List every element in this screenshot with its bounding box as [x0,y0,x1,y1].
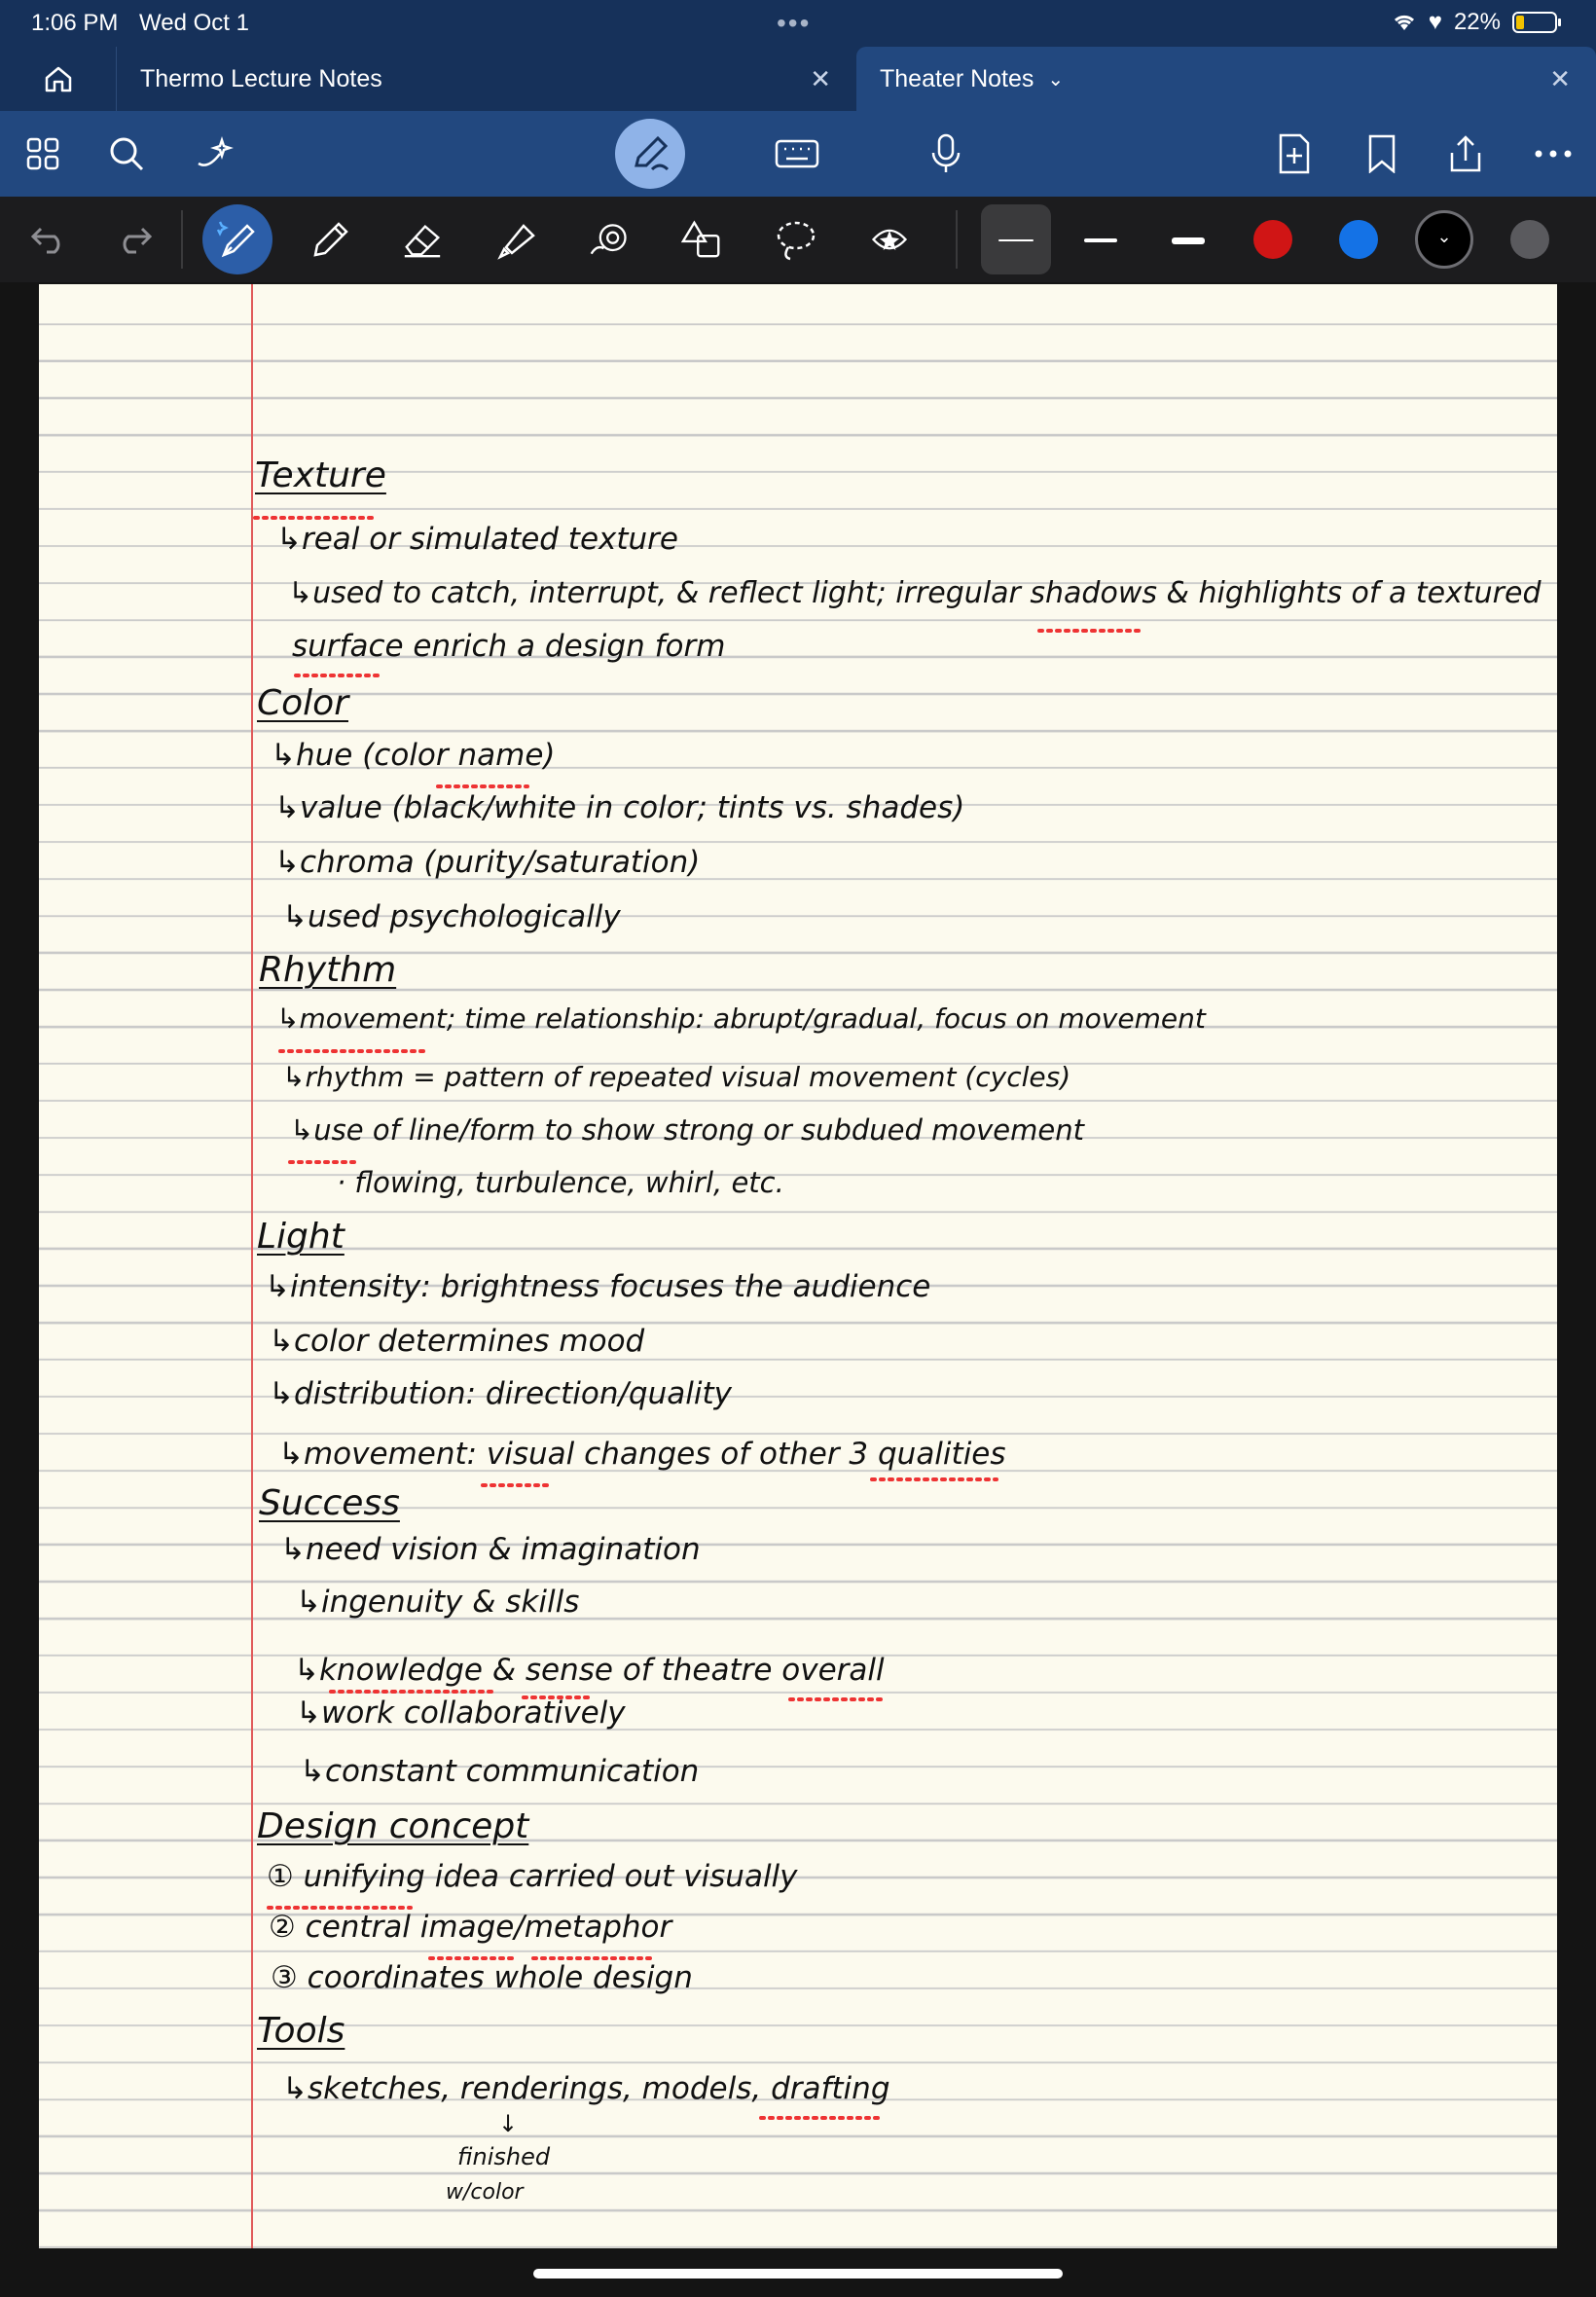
note-line: ↳use of line/form to show strong or subdued movement [290,1113,1084,1147]
note-line: ↳used to catch, interrupt, & reflect light; irregular shadows & highlights of a textured [288,576,1542,610]
heading-success: Success [259,1483,400,1523]
note-arrow: ↓ [498,2110,519,2137]
note-line: ↳work collaboratively [296,1695,626,1731]
note-line: · flowing, turbulence, whirl, etc. [337,1166,784,1199]
heading-tools: Tools [257,2011,345,2051]
note-line: ↳rhythm = pattern of repeated visual movement (cycles) [282,1061,1071,1093]
home-indicator[interactable] [533,2269,1063,2279]
chevron-down-icon: ⌄ [1436,227,1452,246]
note-line: ↳value (black/white in color; tints vs. shades) [274,790,965,825]
heading-rhythm: Rhythm [259,950,397,990]
heading-color: Color [257,683,348,723]
note-line: ↳constant communication [300,1754,700,1789]
note-line: ↳movement; time relationship: abrupt/gradual, focus on movement [276,1003,1206,1035]
note-line: ↳knowledge & sense of theatre overall [294,1653,885,1688]
note-line: ③ coordinates whole design [271,1960,693,1995]
note-line: ↳chroma (purity/saturation) [274,845,701,880]
tab-label: Thermo Lecture Notes [140,64,382,92]
note-line: ↳ingenuity & skills [296,1585,580,1620]
note-line: ↳need vision & imagination [280,1532,701,1567]
status-time: 1:06 PM [31,10,119,36]
status-date: Wed Oct 1 [139,10,249,36]
note-line: w/color [446,2180,524,2205]
heading-light: Light [257,1217,345,1257]
note-line: ↳hue (color name) [271,738,556,773]
heart-icon: ♥ [1428,9,1442,35]
note-line: ↳intensity: brightness focuses the audience [265,1269,931,1304]
close-icon[interactable]: ✕ [810,64,831,93]
note-line: ① unifying idea carried out visually [267,1859,798,1894]
close-icon[interactable]: ✕ [1549,64,1571,93]
tab-label: Theater Notes [880,64,1034,92]
note-line: surface enrich a design form [292,629,726,664]
note-line: finished [457,2143,551,2170]
chevron-down-icon[interactable]: ⌄ [1047,68,1065,91]
note-line: ↳sketches, renderings, models, drafting [282,2071,890,2106]
note-line: ↳color determines mood [269,1324,645,1359]
note-line: ↳movement: visual changes of other 3 qualities [278,1437,1006,1472]
multitasking-dots[interactable]: ••• [777,8,812,38]
heading-design-concept: Design concept [257,1806,529,1846]
note-line: ↳used psychologically [282,899,621,934]
note-line: ↳real or simulated texture [276,522,678,557]
battery-percent: 22% [1453,9,1501,35]
note-line: ↳distribution: direction/quality [269,1376,732,1411]
heading-texture: Texture [255,456,386,495]
note-line: ② central image/metaphor [269,1910,672,1945]
